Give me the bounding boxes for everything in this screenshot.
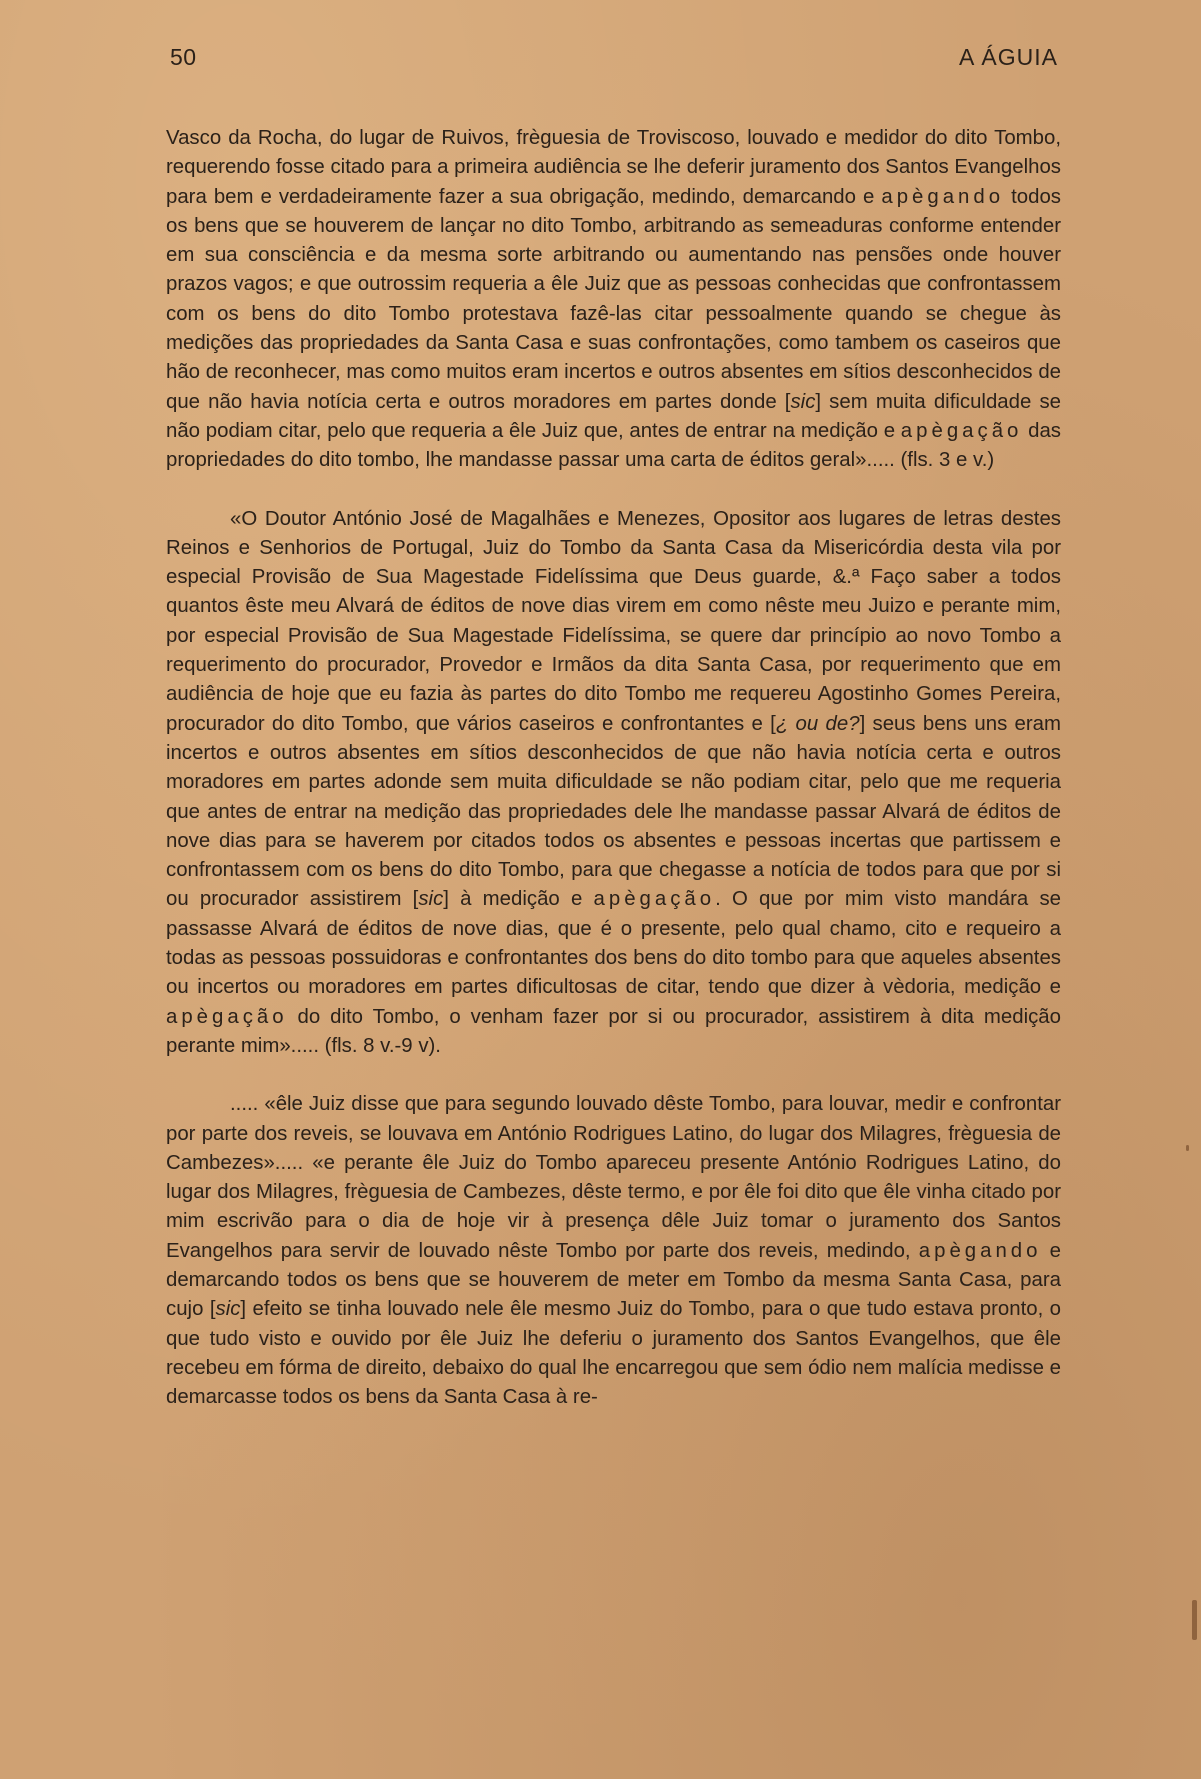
paragraph-1-text-2: todos os bens que se houverem de lançar no dito Tombo, arbitrando as semeaduras conforme entender em sua consciência e da mesma sorte arbitrando ou aumentando nas pensões onde houver prazos vagos; e que outrossim requeria a êle Juiz que as pessoas conhecidas que confrontassem com os bens do dito Tombo protestava fazê-las citar pessoalmente quando se chegue às medições das propriedades da Santa Casa e suas confrontações, como tambem os caseiros que hão de reconhecer, mas como muitos eram incertos e outros absentes em sítios desconhecidos de que não havia notícia certa e outros moradores em partes donde [	[166, 185, 1061, 413]
spaced-word: apègação	[593, 888, 716, 911]
body-text	[166, 124, 1061, 1412]
spaced-word: apègação	[166, 1005, 288, 1028]
page-edge-mark	[1186, 1145, 1189, 1151]
spaced-word: apègação	[900, 419, 1023, 442]
paragraph-1-text-4: das propriedades do dito tombo, lhe mandasse passar uma carta de éditos geral»..... (fls. 3 e v.)	[166, 419, 1062, 472]
paragraph-1	[166, 124, 1061, 476]
paragraph-3-text-2: e demarcando todos os bens que se houverem de meter em Tombo da mesma Santa Casa, para cujo [	[166, 1239, 1062, 1321]
spaced-word: apègando	[881, 185, 1005, 208]
page-header	[170, 44, 1058, 74]
paragraph-3-text-1: ..... «êle Juiz disse que para segundo louvado dêste Tombo, para louvar, medir e confrontar por parte dos reveis, se louvava em António Rodrigues Latino, do lugar dos Milagres, frèguesia de Cambezes»..... «e perante êle Juiz do Tombo apareceu presente António Rodrigues Latino, do lugar dos Milagres, frèguesia de Cambezes, dêste termo, e por êle foi dito que êle vinha citado por mim escrivão para o dia de hoje vir à presença dêle Juiz tomar o juramento dos Santos Evangelhos para servir de louvado nêste Tombo por parte dos reveis, medindo,	[166, 1093, 1061, 1262]
paragraph-1-text-1: Vasco da Rocha, do lugar de Ruivos, frèguesia de Troviscoso, louvado e medidor do dito Tombo, requerendo fosse citado para a primeira audiência se lhe deferir juramento dos Santos Evangelhos para bem e verdadeiramente fazer a sua obrigação, medindo, demarcando e	[166, 127, 1061, 208]
paragraph-2-text-1: «O Doutor António José de Magalhães e Menezes, Opositor aos lugares de letras destes Reinos e Senhorios de Portugal, Juiz do Tombo da Santa Casa da Misericórdia desta vila por especial Provisão de Sua Magestade Fidelíssima que Deus guarde, &.ª Faço saber a todos quantos êste meu Alvará de éditos de nove dias virem em como nêste meu Juizo e perante mim, por especial Provisão de Sua Magestade Fidelíssima, se quere dar princípio ao novo Tombo a requerimento do procurador, Provedor e Irmãos da dita Santa Casa, por requerimento que em audiência de hoje que eu fazia às partes do dito Tombo me requereu Agostinho Gomes Pereira, procurador do dito Tombo, que vários caseiros e confrontantes e [	[166, 507, 1061, 735]
paragraph-3-text-3: ] efeito se tinha louvado nele êle mesmo Juiz do Tombo, para o que tudo estava pronto, o que tudo visto e ouvido por êle Juiz lhe deferiu o juramento dos Santos Evangelhos, que êle recebeu em fórma de direito, debaixo do qual lhe encarregou que sem ódio nem malícia medisse e demarcasse todos os bens da Santa Casa à re-	[166, 1298, 1061, 1409]
paragraph-1-text-3: ] sem muita dificuldade se não podiam citar, pelo que requeria a êle Juiz que, antes de entrar na medição e	[166, 390, 1061, 442]
paragraph-2-text-3: ] à medição e	[443, 888, 594, 911]
spaced-word: apègando	[918, 1239, 1042, 1262]
paragraph-2-text-4: . O que por mim visto mandára se passasse Alvará de éditos de nove dias, que é o presente, pelo qual chamo, cito e requeiro a todas as pessoas possuidoras e confrontantes dos bens do dito tombo para que aqueles absentes ou incertos ou moradores em partes dificultosas de citar, tendo que dizer à vèdoria, medição e	[166, 888, 1061, 999]
paragraph-2-text-5: do dito Tombo, o venham fazer por si ou procurador, assistirem à dita medição perante mim»..... (fls. 8 v.-9 v).	[166, 1005, 1061, 1057]
running-title: A ÁGUIA	[958, 44, 1058, 70]
sic-italic: sic	[790, 390, 816, 413]
editorial-italic: ¿ ou de?	[775, 712, 860, 735]
sic-italic: sic	[215, 1298, 241, 1321]
page-edge-mark	[1192, 1600, 1197, 1640]
page-number: 50	[170, 44, 197, 70]
paragraph-2	[166, 505, 1061, 1062]
sic-italic: sic	[418, 888, 444, 911]
paragraph-2-text-2: ] seus bens uns eram incertos e outros absentes em sítios desconhecidos de que não havia notícia certa e outros moradores em partes adonde sem muita dificuldade se não podiam citar, pelo que me requeria que antes de entrar na medição das propriedades dele lhe mandasse passar Alvará de éditos de nove dias para se haverem por citados todos os absentes e pessoas incertas que partissem e confrontassem com os bens do dito Tombo, para que chegasse a notícia de todos para que por si ou procurador assistirem [	[166, 712, 1062, 911]
paragraph-3	[166, 1090, 1061, 1412]
